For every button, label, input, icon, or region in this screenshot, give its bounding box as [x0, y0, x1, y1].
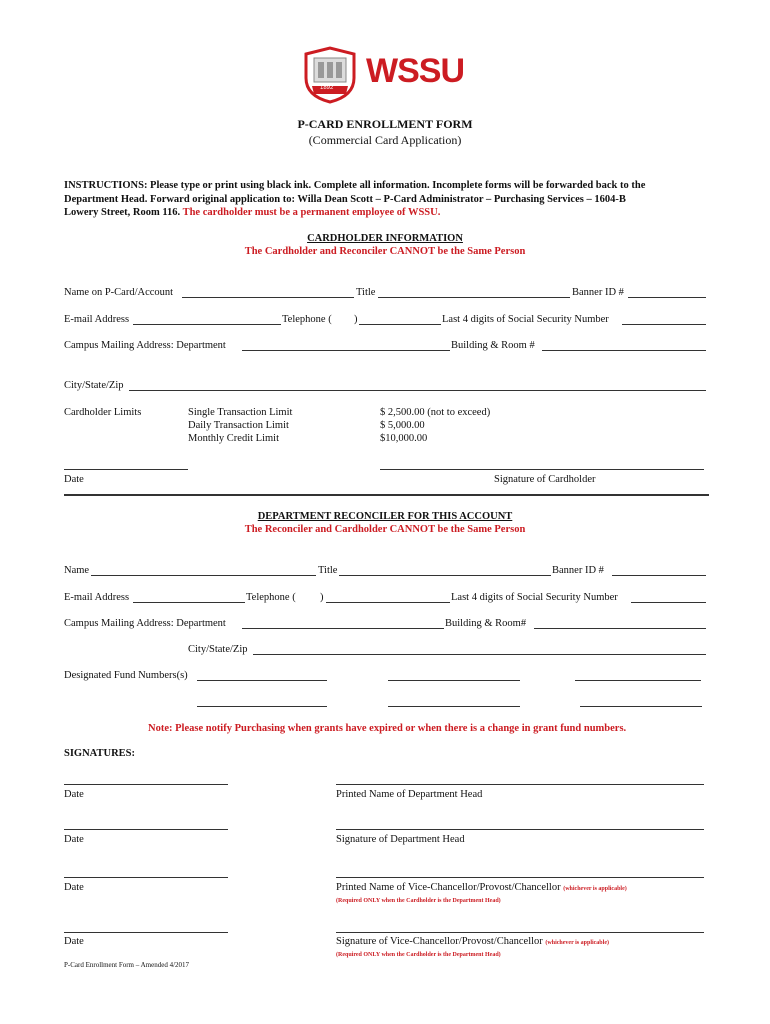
- reconciler-mailing-label: Campus Mailing Address: Department: [64, 618, 226, 629]
- cardholder-date-field[interactable]: [64, 469, 188, 470]
- cardholder-title-label: Title: [356, 287, 376, 298]
- date-field-1[interactable]: [64, 784, 228, 785]
- fund-number-field-6[interactable]: [580, 706, 702, 707]
- fund-number-field-1[interactable]: [197, 680, 327, 681]
- fund-number-field-2[interactable]: [388, 680, 520, 681]
- instructions-address: Lowery Street, Room 116.: [64, 207, 183, 218]
- reconciler-ssn-label: Last 4 digits of Social Security Number: [451, 592, 618, 603]
- cardholder-heading: CARDHOLDER INFORMATION: [307, 233, 463, 244]
- reconciler-banner-field[interactable]: [612, 575, 706, 576]
- date-field-3[interactable]: [64, 877, 228, 878]
- cardholder-city-label: City/State/Zip: [64, 380, 124, 391]
- reconciler-name-field[interactable]: [91, 575, 316, 576]
- signature-vc-text: Signature of Vice-Chancellor/Provost/Chancellor: [336, 936, 546, 947]
- date-label-2: Date: [64, 834, 84, 845]
- cardholder-email-field[interactable]: [133, 324, 281, 325]
- fund-number-field-4[interactable]: [197, 706, 327, 707]
- date-label-1: Date: [64, 789, 84, 800]
- instructions-line-2: Department Head. Forward original application to: Willa Dean Scott – P-Card Administrator – Purchasing Services – 1604-B: [64, 194, 626, 205]
- signature-head-field[interactable]: [336, 829, 704, 830]
- cardholder-city-field[interactable]: [129, 390, 706, 391]
- cardholder-banner-field[interactable]: [628, 297, 706, 298]
- reconciler-name-label: Name: [64, 565, 90, 576]
- cardholder-ssn-field[interactable]: [622, 324, 706, 325]
- signature-vc-required: (Required ONLY when the Cardholder is the Department Head): [336, 952, 501, 958]
- form-title: P-CARD ENROLLMENT FORM: [297, 117, 473, 131]
- cardholder-signature-field[interactable]: [380, 469, 704, 470]
- reconciler-city-label: City/State/Zip: [188, 644, 248, 655]
- cardholder-mailing-label: Campus Mailing Address: Department: [64, 340, 226, 351]
- instructions-line-1: INSTRUCTIONS: Please type or print using black ink. Complete all information. Incomplete forms will be forwarded back to the: [64, 180, 646, 191]
- printed-vc-text: Printed Name of Vice-Chancellor/Provost/Chancellor: [336, 882, 564, 893]
- date-label-4: Date: [64, 936, 84, 947]
- limit-single-label: Single Transaction Limit: [188, 407, 293, 418]
- reconciler-telephone-label: Telephone (: [246, 592, 296, 603]
- footer-text: P-Card Enrollment Form – Amended 4/2017: [64, 961, 190, 969]
- section-divider: [64, 494, 709, 496]
- cardholder-warning: The Cardholder and Reconciler CANNOT be the Same Person: [244, 246, 526, 257]
- fund-number-field-5[interactable]: [388, 706, 520, 707]
- cardholder-telephone-label: Telephone (: [282, 314, 332, 325]
- limit-monthly-label: Monthly Credit Limit: [188, 433, 279, 444]
- reconciler-email-field[interactable]: [133, 602, 245, 603]
- limit-single-value: $ 2,500.00 (not to exceed): [380, 407, 491, 418]
- form-subtitle: (Commercial Card Application): [308, 133, 462, 147]
- reconciler-ssn-field[interactable]: [631, 602, 706, 603]
- printed-vc-field[interactable]: [336, 877, 704, 878]
- instructions-warning: The cardholder must be a permanent employee of WSSU.: [182, 207, 441, 218]
- reconciler-heading: DEPARTMENT RECONCILER FOR THIS ACCOUNT: [257, 511, 513, 522]
- reconciler-title-field[interactable]: [339, 575, 551, 576]
- reconciler-email-label: E-mail Address: [64, 592, 130, 603]
- printed-vc-whichever: (whichever is applicable): [563, 886, 627, 892]
- cardholder-date-label: Date: [64, 474, 84, 485]
- cardholder-telephone-field[interactable]: [359, 324, 441, 325]
- wssu-logo: [300, 44, 470, 106]
- cardholder-email-label: E-mail Address: [64, 314, 130, 325]
- reconciler-banner-label: Banner ID #: [552, 565, 604, 576]
- fund-numbers-label: Designated Fund Numbers(s): [64, 670, 188, 681]
- reconciler-title-label: Title: [318, 565, 338, 576]
- printed-head-field[interactable]: [336, 784, 704, 785]
- cardholder-ssn-label: Last 4 digits of Social Security Number: [442, 314, 609, 325]
- reconciler-warning: The Reconciler and Cardholder CANNOT be the Same Person: [244, 524, 526, 535]
- cardholder-name-label: Name on P-Card/Account: [64, 287, 174, 298]
- limit-monthly-value: $10,000.00: [380, 433, 428, 444]
- printed-head-label: Printed Name of Department Head: [336, 789, 483, 800]
- cardholder-department-field[interactable]: [242, 350, 450, 351]
- instructions-line-3: [64, 207, 440, 219]
- signatures-heading: SIGNATURES:: [64, 748, 135, 759]
- cardholder-building-field[interactable]: [542, 350, 706, 351]
- cardholder-name-field[interactable]: [182, 297, 354, 298]
- signature-head-label: Signature of Department Head: [336, 834, 465, 845]
- printed-vc-label: [336, 882, 627, 895]
- cardholder-telephone-close: ): [354, 314, 358, 325]
- cardholder-title-field[interactable]: [378, 297, 570, 298]
- reconciler-telephone-field[interactable]: [326, 602, 450, 603]
- date-field-4[interactable]: [64, 932, 228, 933]
- date-field-2[interactable]: [64, 829, 228, 830]
- fund-number-field-3[interactable]: [575, 680, 701, 681]
- limit-daily-label: Daily Transaction Limit: [188, 420, 289, 431]
- cardholder-limits-label: Cardholder Limits: [64, 407, 142, 418]
- cardholder-banner-label: Banner ID #: [572, 287, 624, 298]
- grant-note: Note: Please notify Purchasing when grants have expired or when there is a change in grant fund numbers.: [148, 723, 627, 734]
- limit-daily-value: $ 5,000.00: [380, 420, 425, 431]
- cardholder-building-label: Building & Room #: [451, 340, 535, 351]
- logo-text: WSSU: [366, 52, 464, 90]
- reconciler-building-field[interactable]: [534, 628, 706, 629]
- reconciler-building-label: Building & Room#: [445, 618, 527, 629]
- cardholder-signature-label: Signature of Cardholder: [494, 474, 596, 485]
- reconciler-telephone-close: ): [320, 592, 324, 603]
- signature-vc-label: [336, 936, 609, 949]
- signature-vc-whichever: (whichever is applicable): [545, 940, 609, 946]
- signature-vc-field[interactable]: [336, 932, 704, 933]
- seal-icon: [300, 44, 360, 104]
- seal-year: 1892: [320, 85, 334, 91]
- reconciler-city-field[interactable]: [253, 654, 706, 655]
- reconciler-department-field[interactable]: [242, 628, 444, 629]
- printed-vc-required: (Required ONLY when the Cardholder is the Department Head): [336, 898, 501, 904]
- date-label-3: Date: [64, 882, 84, 893]
